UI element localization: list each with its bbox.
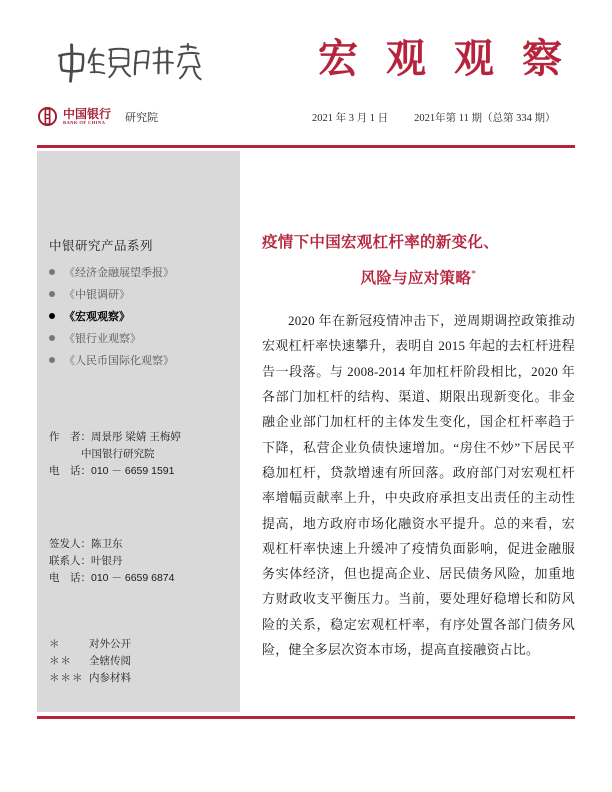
sidebar-item-product-4[interactable] — [49, 349, 234, 371]
authors-phone-row — [49, 463, 239, 480]
classification-row-2 — [49, 670, 239, 687]
product-series-list — [49, 261, 234, 371]
sidebar-section-title: 中银研究产品系列 — [49, 239, 154, 253]
footnote-marker: * — [471, 269, 477, 280]
article-title-line-1: 疫情下中国宏观杠杆率的新变化、 — [262, 234, 500, 251]
issuer-name: 陈卫东 — [91, 538, 123, 550]
classification-label: 对外公开 — [89, 638, 131, 650]
signers-phone-row — [49, 570, 239, 587]
sidebar-item-product-3[interactable] — [49, 327, 234, 349]
boc-name-en: BANK OF CHINA — [63, 119, 106, 125]
content-area — [0, 151, 612, 713]
brand-calligraphy-logo — [48, 36, 208, 90]
issuer-row — [49, 536, 239, 553]
publication-date: 2021 年 3 月 1 日 — [312, 113, 389, 124]
bullet-icon — [49, 335, 55, 341]
sidebar-item-product-1[interactable] — [49, 283, 234, 305]
classification-mark: ＊＊＊ — [49, 672, 84, 684]
department-label: 研究院 — [125, 111, 159, 124]
classification-mark: ＊＊ — [49, 655, 72, 667]
sidebar — [37, 151, 240, 712]
authors-row — [49, 429, 239, 446]
bullet-icon — [49, 313, 55, 319]
classification-label: 内参材料 — [89, 672, 131, 684]
contact-label: 联系人： — [49, 555, 91, 567]
journal-title: 宏 观 观 察 — [318, 36, 571, 81]
contact-row — [49, 553, 239, 570]
classification-row-0 — [49, 636, 239, 653]
authors-affiliation: 中国银行研究院 — [81, 448, 155, 460]
boc-name-cn: 中国银行 — [63, 106, 112, 121]
article-abstract: 2020 年在新冠疫情冲击下，逆周期调控政策推动宏观杠杆率快速攀升，表明自 2015 年起的去杠杆进程告一段落。与 2008-2014 年加杠杆阶段相比，2020 年各部门加杠杆的结构、渠道、期限出现新变化。非金融企业部门加杠杆的主体发生变化，国企杠杆率趋于下降，私营企业负债快速增加。“房住不炒”下居民平稳加杠杆，贷款增速有所回落。政府部门对宏观杠杆率增幅贡献率上升，中央政府承担支出责任的主动性提高，地方政府市场化融资水平提升。总的来看，宏观杠杆率快速上升缓冲了疫情负面影响，促进金融服务实体经济，但也提高企业、居民债务风险，加重地方财政收支平衡压力。当前，要处理好稳增长和防风险的关系，稳定宏观杠杆率，有序处置各部门债务风险，健全多层次资本市场，提高直接融资占比。 — [262, 313, 575, 658]
sidebar-item-product-2[interactable] — [49, 305, 234, 327]
signers-phone: 010 － 6659 6874 — [91, 572, 175, 584]
issue-info — [312, 110, 580, 125]
bullet-icon — [49, 269, 55, 275]
product-label: 《人民币国际化观察》 — [64, 355, 174, 367]
boc-emblem-icon — [38, 107, 57, 126]
bank-of-china-logo — [38, 107, 158, 126]
article-title — [262, 151, 575, 295]
contact-name: 叶银丹 — [91, 555, 123, 567]
article-title-line-2 — [262, 259, 575, 295]
masthead — [0, 0, 612, 100]
bullet-icon — [49, 357, 55, 363]
article-title-line-2-text: 风险与应对策略 — [360, 270, 472, 288]
bullet-icon — [49, 291, 55, 297]
sidebar-item-product-0[interactable] — [49, 261, 234, 283]
classification-row-1 — [49, 653, 239, 670]
article — [262, 151, 575, 712]
product-label: 《宏观观察》 — [64, 311, 130, 323]
product-label: 《银行业观察》 — [64, 333, 141, 345]
classification-block — [49, 636, 239, 687]
authors-names: 周景彤 梁婧 王梅婷 — [91, 431, 181, 443]
classification-mark: ＊ — [49, 638, 61, 650]
product-label: 《中银调研》 — [64, 289, 130, 301]
authors-phone-label: 电 话： — [49, 465, 91, 477]
boc-wordmark — [63, 108, 111, 126]
subheader — [0, 106, 612, 138]
classification-label: 全辖传阅 — [89, 655, 131, 667]
signers-phone-label: 电 话： — [49, 572, 91, 584]
authors-label: 作 者： — [49, 431, 91, 443]
product-label: 《经济金融展望季报》 — [64, 267, 174, 279]
header-divider-rule — [37, 145, 575, 148]
signers-block — [49, 536, 239, 587]
issuer-label: 签发人： — [49, 538, 91, 550]
footer-divider-rule — [37, 716, 575, 719]
issue-number: 2021年第 11 期（总第 334 期） — [414, 113, 556, 124]
authors-phone: 010 － 6659 1591 — [91, 465, 175, 477]
authors-block — [49, 429, 239, 480]
